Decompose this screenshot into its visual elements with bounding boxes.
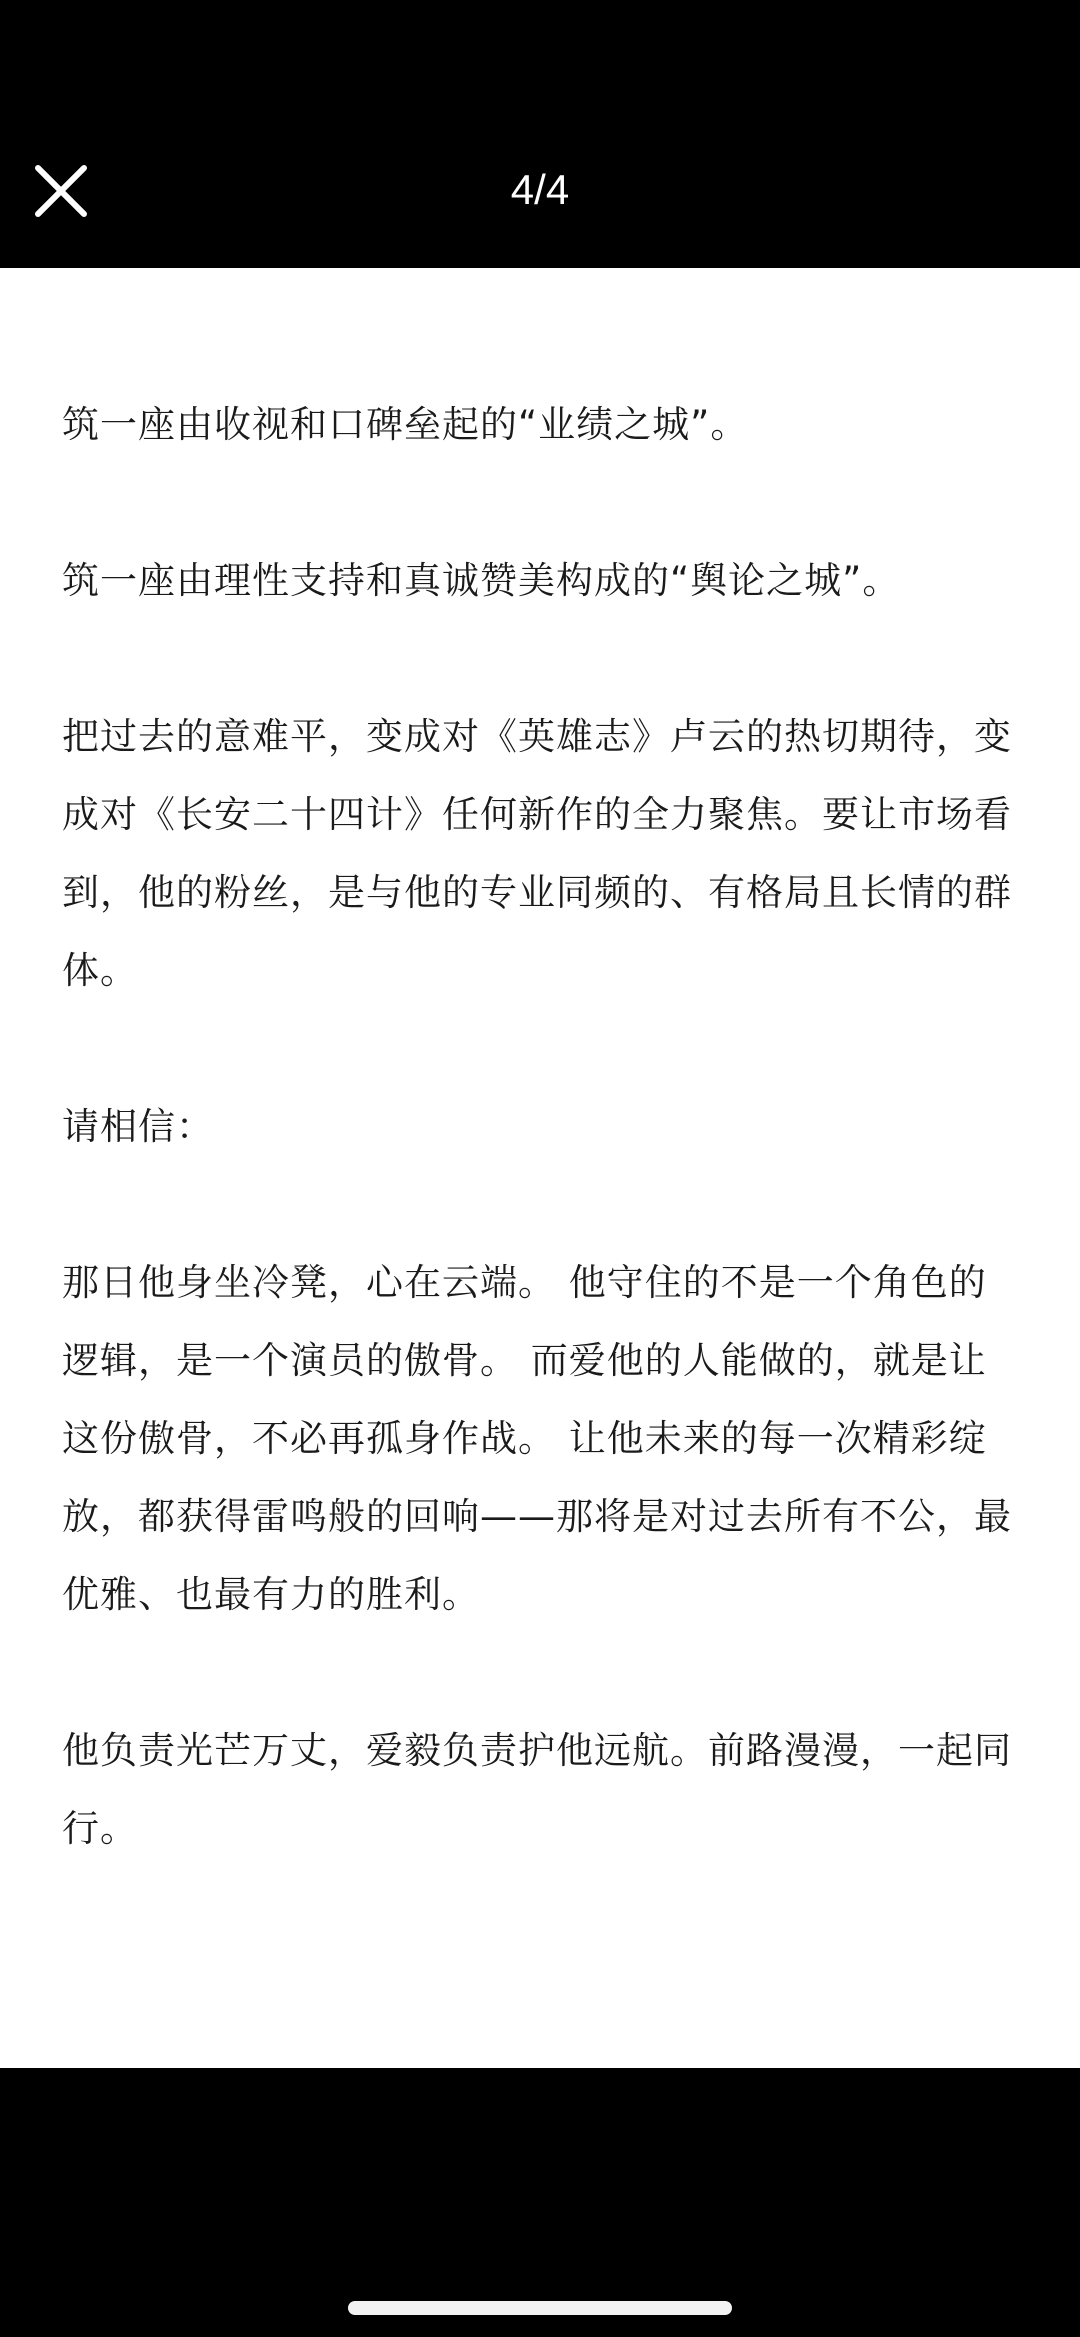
paragraph-3: 把过去的意难平，变成对《英雄志》卢云的热切期待，变成对《长安二十四计》任何新作的全力聚焦。要让市场看到，他的粉丝，是与他的专业同频的、有格局且长情的群体。 (62, 715, 1012, 992)
page-indicator: 4/4 (510, 166, 570, 213)
paragraph-6: 他负责光芒万丈，爱毅负责护他远航。前路漫漫，一起同行。 (62, 1729, 1012, 1850)
paragraph-2: 筑一座由理性支持和真诚赞美构成的“舆论之城”。 (62, 559, 901, 602)
bottom-bar (0, 2068, 1080, 2337)
article-image (0, 268, 1080, 2068)
paragraph-4: 请相信： (62, 1105, 214, 1148)
paragraph-5: 那日他身坐冷凳，心在云端。 他守住的不是一个角色的逻辑，是一个演员的傲骨。 而爱他的人能做的，就是让这份傲骨，不必再孤身作战。 让他未来的每一次精彩绽放，都获得雷鸣般的回响——那将是对过去所有不公，最优雅、也最有力的胜利。 (62, 1261, 1012, 1616)
paragraph-1: 筑一座由收视和口碑垒起的“业绩之城”。 (62, 403, 749, 446)
top-bar (0, 0, 1080, 268)
home-indicator[interactable] (348, 2301, 732, 2315)
